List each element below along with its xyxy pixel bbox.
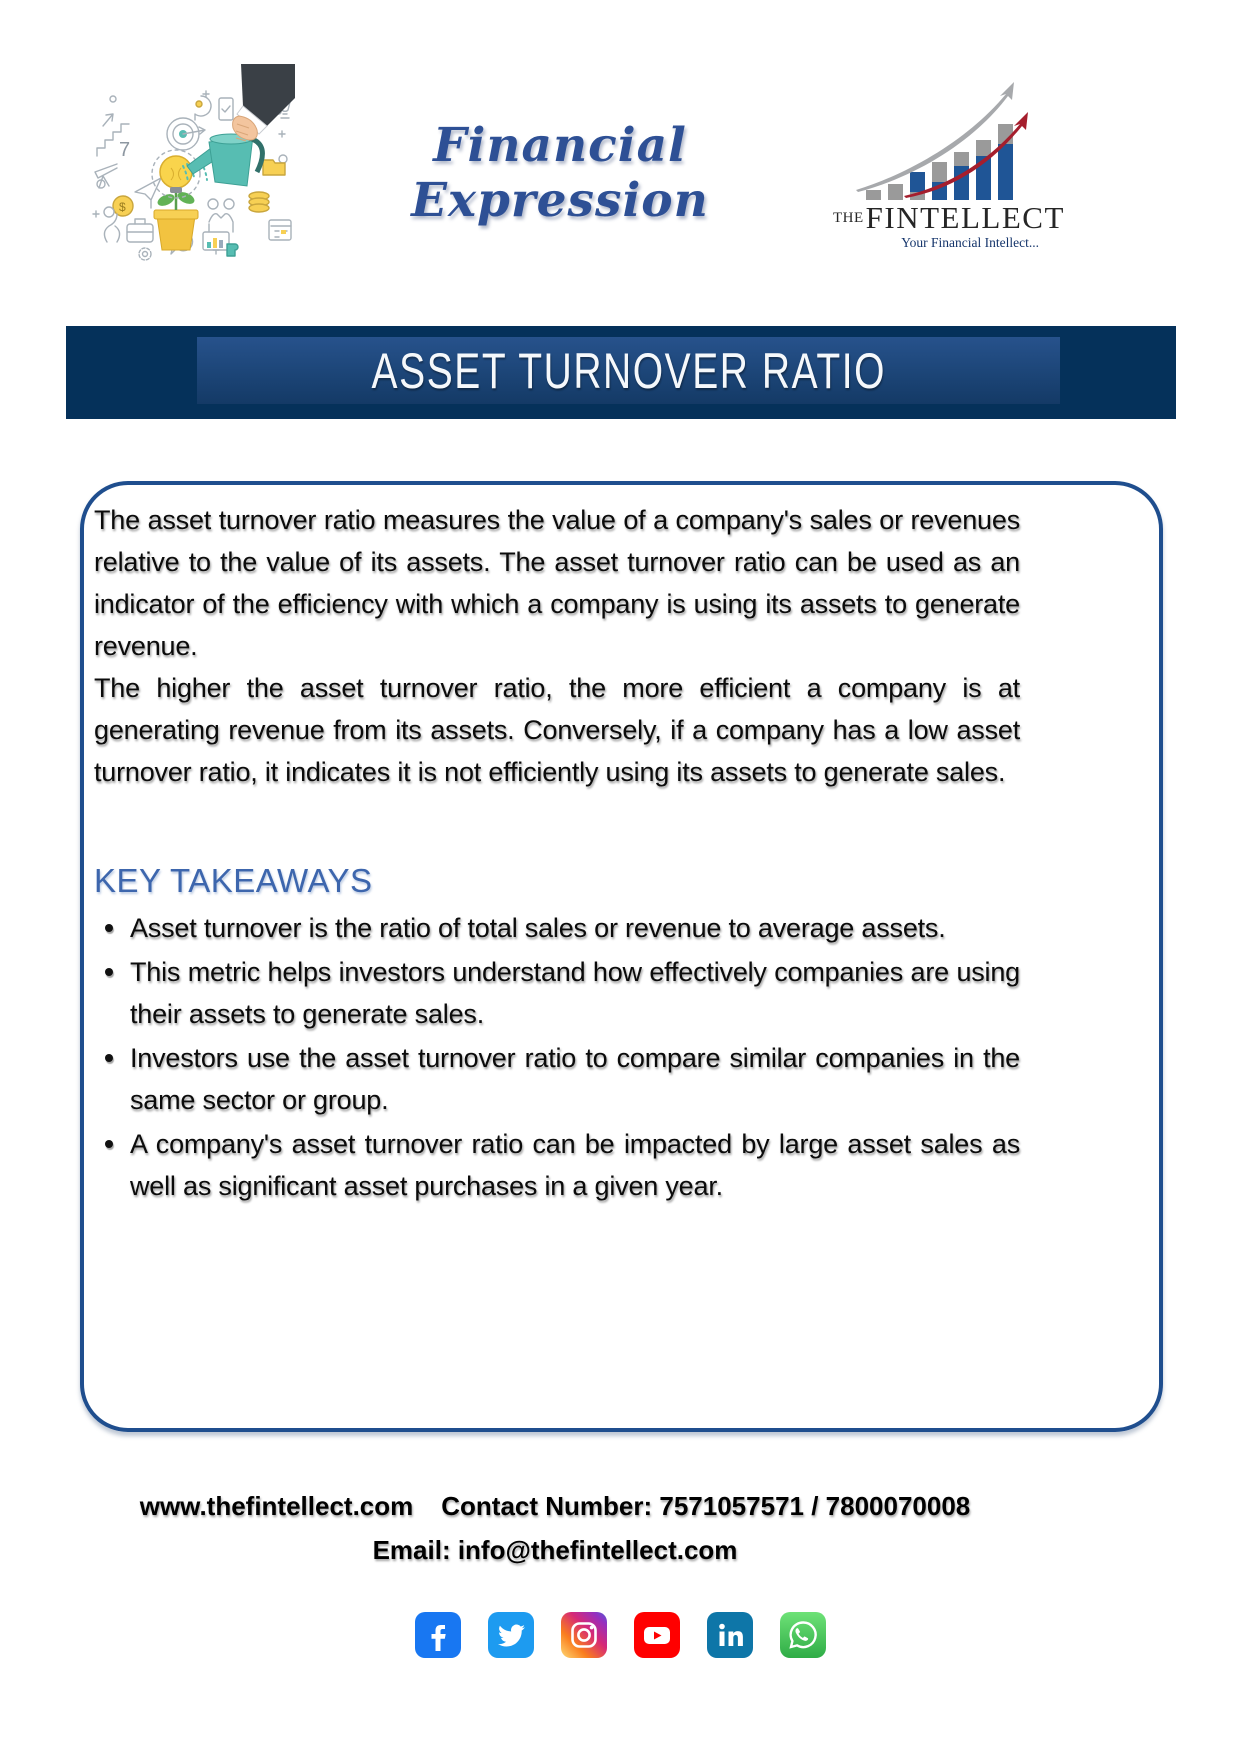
twitter-icon[interactable] xyxy=(488,1612,534,1658)
intro-paragraph-2: The higher the asset turnover ratio, the more efficient a company is at generating revenue from its assets. Conversely, if a company has a low asset turnover ratio, it indicates it is not efficiently using its assets to generate sales. xyxy=(94,673,1020,787)
key-takeaways-heading: KEY TAKEAWAYS xyxy=(94,862,373,899)
page-title: ASSET TURNOVER RATIO xyxy=(371,342,886,399)
logo-the: THE xyxy=(833,210,864,226)
takeaway-item: Investors use the asset turnover ratio to compare similar companies in the same sector or group. xyxy=(130,1037,1020,1121)
key-takeaways-list xyxy=(94,907,1020,1207)
youtube-icon[interactable] xyxy=(634,1612,680,1658)
takeaway-item: Asset turnover is the ratio of total sales or revenue to average assets. xyxy=(130,907,1020,949)
logo-bars xyxy=(866,124,1013,200)
email-link[interactable]: Email: info@thefintellect.com xyxy=(372,1535,738,1565)
footer-line-2 xyxy=(0,1528,1110,1572)
takeaway-item: A company's asset turnover ratio can be impacted by large asset sales as well as significant asset purchases in a given year. xyxy=(130,1123,1020,1207)
footer-contact-block xyxy=(0,1484,1110,1572)
contact-number: Contact Number: 7571057571 / 7800070008 xyxy=(441,1491,971,1521)
svg-text:7: 7 xyxy=(119,139,131,161)
fintellect-logo xyxy=(833,78,1065,263)
content-box xyxy=(80,481,1163,1432)
whatsapp-icon[interactable] xyxy=(780,1612,826,1658)
title-banner-inner xyxy=(197,337,1060,404)
footer-line-1 xyxy=(0,1484,1110,1528)
brand-script-title: Financial Expression xyxy=(411,118,709,228)
startup-doodle-illustration xyxy=(83,64,295,264)
intro-paragraph-1: The asset turnover ratio measures the value of a company's sales or revenues relative to the value of its assets. The asset turnover ratio can be used as an indicator of the efficiency with which a company is using its assets to generate revenue. xyxy=(94,505,1020,661)
takeaway-item: This metric helps investors understand how effectively companies are using their assets to generate sales. xyxy=(130,951,1020,1035)
linkedin-icon[interactable] xyxy=(707,1612,753,1658)
facebook-icon[interactable] xyxy=(415,1612,461,1658)
logo-tagline: Your Financial Intellect... xyxy=(901,235,1039,250)
instagram-icon[interactable] xyxy=(561,1612,607,1658)
svg-text:$: $ xyxy=(119,200,126,214)
growth-bar-chart-icon xyxy=(838,78,1038,204)
website-link[interactable]: www.thefintellect.com xyxy=(139,1491,414,1521)
logo-name: FINTELLECT xyxy=(865,200,1065,235)
logo-wordmark xyxy=(833,200,1065,235)
hand-in-suit-icon xyxy=(233,64,295,141)
social-icons-row xyxy=(0,1612,1240,1658)
doodle-svg xyxy=(83,64,295,264)
watering-can-icon xyxy=(183,134,262,186)
title-banner xyxy=(66,326,1176,419)
